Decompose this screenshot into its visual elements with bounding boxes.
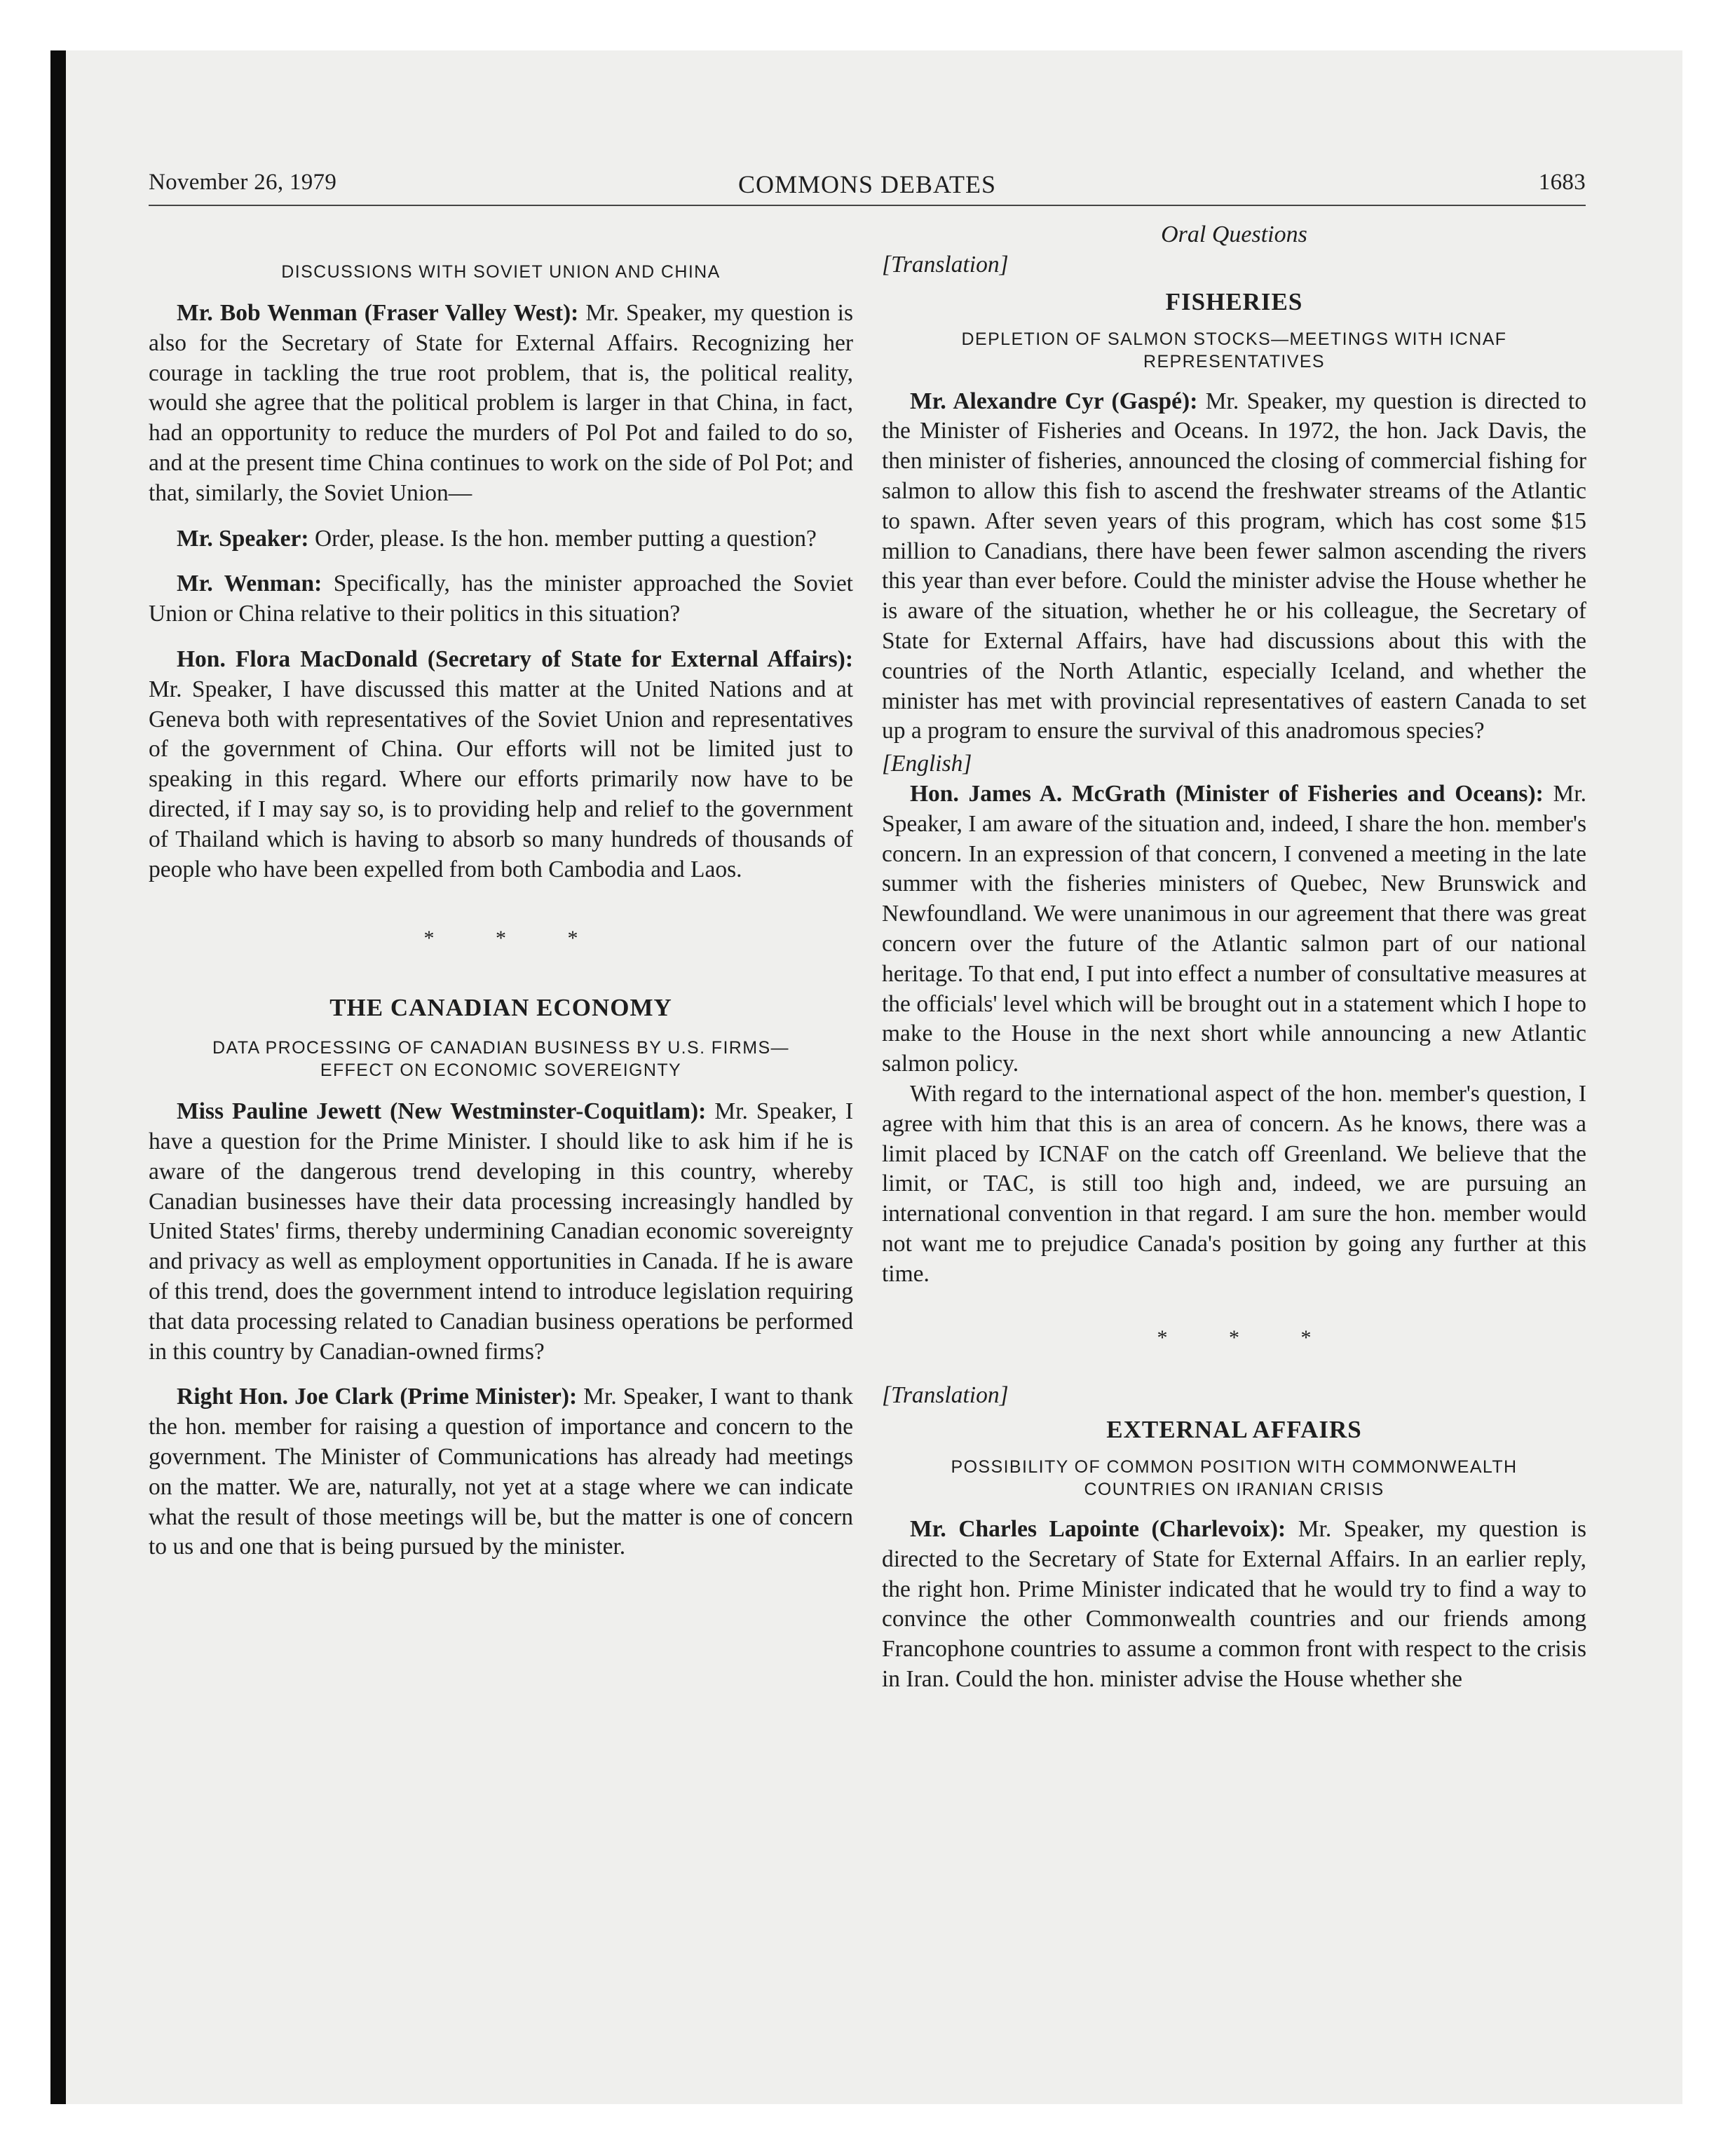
subhead-salmon-stocks: DEPLETION OF SALMON STOCKS—MEETINGS WITH ICNAF REPRESENTATIVES [961,329,1507,371]
speech-mcgrath-continued: With regard to the international aspect of the hon. member's question, I agree with him that this is an area of concern. As he knows, there was a limit placed by ICNAF on the catch off Greenland. We believe that the limit, or TAC, is still too high and, indeed, we are pursuing an international convention in that regard. I am sure the hon. member would not want me to prejudice Canada's position by going any further at this time. [882,1080,1586,1287]
subhead-iranian-crisis: POSSIBILITY OF COMMON POSITION WITH COMMONWEALTH COUNTRIES ON IRANIAN CRISIS [951,1457,1518,1500]
speaker-name: Mr. Wenman: [177,571,322,597]
binding-edge [50,50,66,2104]
speech-text: Mr. Speaker, I have discussed this matter at the United Nations and at Geneva both with representatives of the Soviet Union and representatives of the government of China. Our efforts will not be limited just to speaking in this regard. Where our efforts primarily now have to be directed, if I may say so, is to providing help and relief to the government of Thailand which is having to absorb so many hundreds of thousands of people who have been expelled from both Cambodia and Laos. [149,676,853,882]
translation-tag: [Translation] [882,251,1009,278]
translation-tag-2: [Translation] [882,1382,1009,1409]
section-title-canadian-economy: THE CANADIAN ECONOMY [329,994,672,1022]
speech-jewett [149,1097,853,1367]
section-title-external-affairs: EXTERNAL AFFAIRS [1106,1416,1362,1444]
speech-mcgrath [882,779,1586,1079]
header-page-number: 1683 [1538,170,1586,195]
speaker-name: Mr. Speaker: [177,525,309,552]
speech-speaker [149,524,853,554]
header-date: November 26, 1979 [149,170,337,195]
speaker-name: Right Hon. Joe Clark (Prime Minister): [177,1384,578,1410]
speech-text: Mr. Speaker, I want to thank the hon. member for raising a question of importance and concern to the government. The Minister of Communications has already had meetings on the matter. We are, naturally, not yet at a stage where we can indicate what the result of those meetings will be, but the matter is one of concern to us and one that is being pursued by the minister. [149,1384,853,1560]
speaker-name: Mr. Alexandre Cyr (Gaspé): [910,388,1198,414]
section-separator: * * * [423,927,606,950]
speech-text: Mr. Speaker, my question is also for the Secretary of State for External Affairs. Recognizing her courage in tackling the true root problem, that is, the political reality, would she agree that the political problem is larger in that China, in fact, had an opportunity to reduce the murders of Pol Pot and failed to do so, and at the present time China continues to work on the side of Pol Pot; and that, similarly, the Soviet Union— [149,300,853,506]
section-separator: * * * [1157,1325,1340,1349]
right-column [882,210,1586,1695]
speech-text: Mr. Speaker, I am aware of the situation and, indeed, I share the hon. member's concern. In an expression of that concern, I convened a meeting in the late summer with the fisheries ministers of Quebec, New Brunswick and Newfoundland. We were unanimous in our agreement that there was great concern over the future of the Atlantic salmon part of our national heritage. To that end, I put into effect a number of consultative measures at the officials' level which will be brought out in a statement which I hope to make to the House in the next short while announcing a new Atlantic salmon policy. [882,780,1586,1077]
speaker-name: Mr. Bob Wenman (Fraser Valley West): [177,300,579,326]
speaker-name: Mr. Charles Lapointe (Charlevoix): [910,1516,1286,1543]
speech-clark [149,1382,853,1562]
speech-text: Mr. Speaker, my question is directed to the Secretary of State for External Affairs. In an earlier reply, the right hon. Prime Minister indicated that he would try to find a way to convince the other Commonwealth countries and our friends among Francophone countries to assume a common front with respect to the crisis in Iran. Could the hon. minister advise the House whether she [882,1516,1586,1693]
running-head: Oral Questions [1161,221,1307,247]
speech-macdonald [149,645,853,885]
speech-cyr [882,387,1586,747]
speech-wenman-2 [149,569,853,629]
speaker-name: Hon. James A. McGrath (Minister of Fisheries and Oceans): [910,780,1544,807]
speech-wenman [149,299,853,509]
subhead-data-processing: DATA PROCESSING OF CANADIAN BUSINESS BY U.S. FIRMS— EFFECT ON ECONOMIC SOVEREIGNTY [212,1038,789,1081]
speech-text: Order, please. Is the hon. member putting a question? [308,525,817,552]
header-journal-title: COMMONS DEBATES [737,170,997,198]
speech-text: Specifically, has the minister approached the Soviet Union or China relative to their politics in this situation? [149,571,853,627]
english-tag: [English] [882,751,972,777]
left-column [149,210,853,1562]
speech-text: Mr. Speaker, my question is directed to the Minister of Fisheries and Oceans. In 1972, the hon. Jack Davis, the then minister of fisheries, announced the closing of commercial fishing for salmon to allow this fish to ascend the freshwater streams of the Atlantic to spawn. After seven years of this program, which has cost some $15 million to Canadians, there have been fewer salmon ascending the rivers this year than ever before. Could the minister advise the House whether he is aware of the situation, whether he or his colleague, the Secretary of State for External Affairs, have had discussions about this with the countries of the North Atlantic, especially Iceland, and whether the minister has met with provincial representatives of eastern Canada to set up a program to ensure the survival of this anadromous species? [882,388,1586,744]
speech-lapointe [882,1515,1586,1695]
section-title-fisheries: FISHERIES [1165,287,1303,315]
page-header [149,165,1586,206]
speaker-name: Hon. Flora MacDonald (Secretary of State for External Affairs): [177,646,853,672]
subhead-soviet-china: DISCUSSIONS WITH SOVIET UNION AND CHINA [281,262,721,282]
speech-text: Mr. Speaker, I have a question for the Prime Minister. I should like to ask him if he is aware of the dangerous trend developing in this country, whereby Canadian businesses have their data processing increasingly handled by United States' firms, thereby undermining Canadian economic sovereignty and privacy as well as employment opportunities in Canada. If he is aware of this trend, does the government intend to introduce legislation requiring that data processing related to Canadian business operations be performed in this country by Canadian-owned firms? [149,1098,853,1365]
speaker-name: Miss Pauline Jewett (New Westminster-Coquitlam): [177,1098,707,1125]
